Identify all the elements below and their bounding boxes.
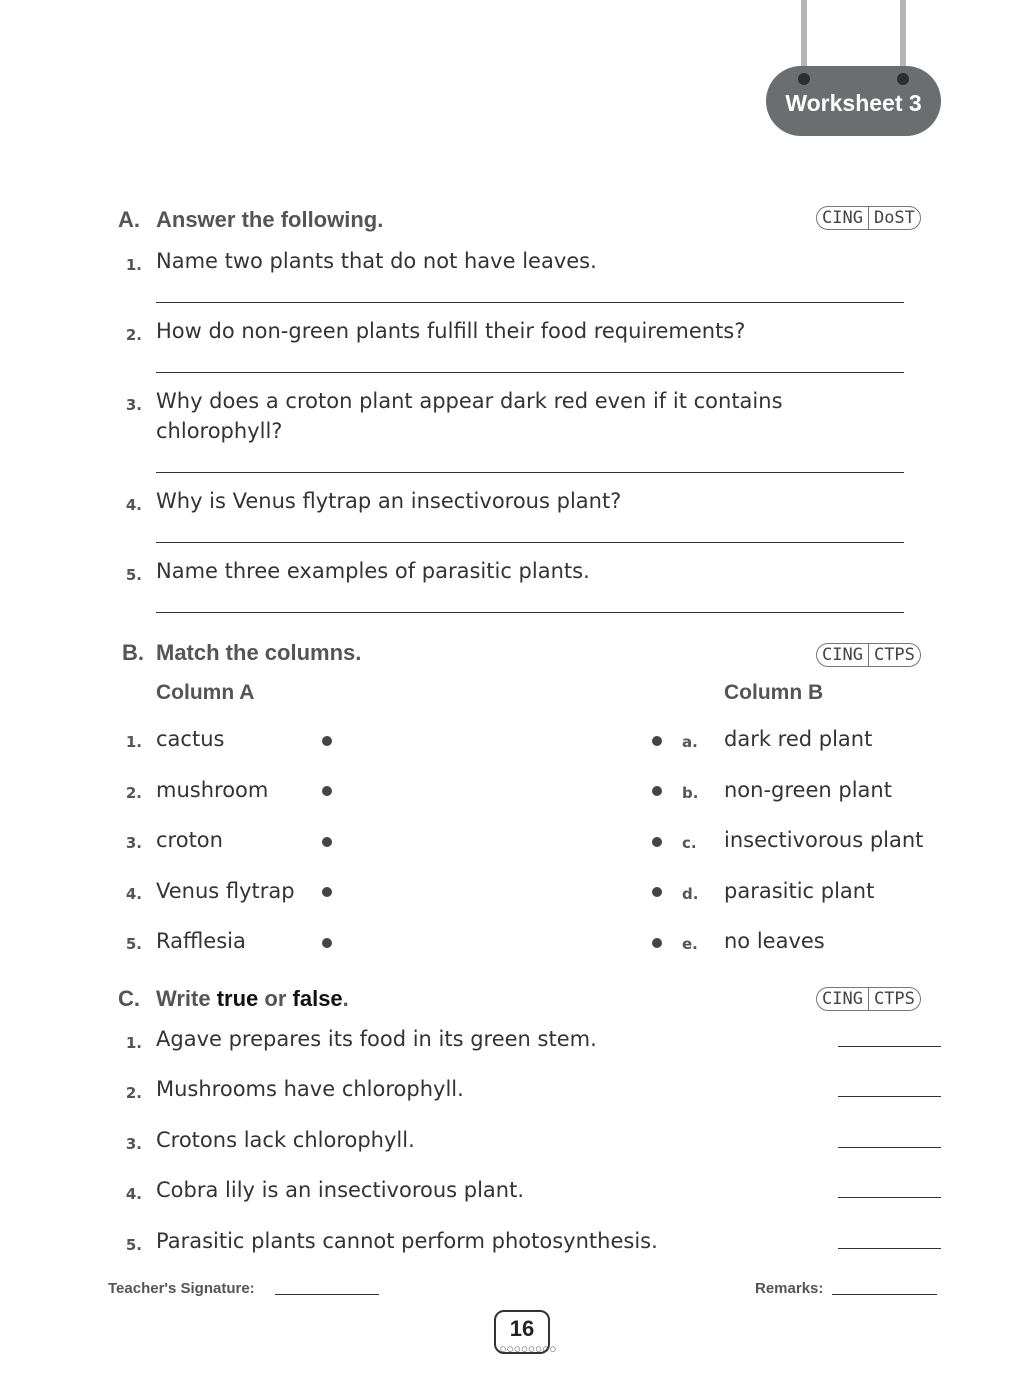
section-c-badge [816,987,921,1011]
match-number: 5. [125,935,142,953]
match-number: 4. [125,885,142,903]
column-a-item: Venus flytrap [156,879,295,903]
question-number: 4. [125,496,142,514]
column-b-item: no leaves [724,929,825,953]
match-dot-right[interactable] [652,837,662,847]
answer-line[interactable] [156,372,904,373]
match-dot-left[interactable] [322,786,332,796]
match-letter: e. [682,935,698,953]
question-number: 5. [125,566,142,584]
true-false-blank[interactable] [838,1147,941,1148]
remarks-label: Remarks: [755,1280,824,1297]
badge-cing: CING [822,208,863,228]
badge-cing: CING [822,645,863,665]
answer-line[interactable] [156,612,904,613]
teacher-signature-label: Teacher's Signature: [108,1280,255,1297]
title-or: or [258,986,293,1011]
badge-ctps: CTPS [868,988,920,1010]
statement-text: Parasitic plants cannot perform photosynthesis. [156,1229,658,1253]
badge-dost: DoST [868,207,920,229]
title-false: false [292,986,343,1011]
question-text: Name two plants that do not have leaves. [156,249,597,273]
column-a-item: cactus [156,727,225,751]
column-a-item: mushroom [156,778,269,802]
match-dot-left[interactable] [322,938,332,948]
section-b-title: Match the columns. [156,640,362,665]
column-b-item: insectivorous plant [724,828,924,852]
column-a-item: Rafflesia [156,929,246,953]
title-period: . [342,986,349,1011]
answer-line[interactable] [156,302,904,303]
page-number-decoration: ○○○○○○○○ [500,1345,557,1353]
question-text: How do non-green plants fulfill their food requirements? [156,319,746,343]
match-dot-right[interactable] [652,938,662,948]
match-number: 1. [125,733,142,751]
true-false-blank[interactable] [838,1197,941,1198]
question-number: 3. [125,396,142,414]
title-write: Write [156,986,217,1011]
statement-number: 3. [125,1135,142,1153]
section-a-letter: A. [118,207,140,232]
section-b-letter: B. [122,640,144,665]
match-dot-right[interactable] [652,736,662,746]
true-false-blank[interactable] [838,1248,941,1249]
statement-number: 1. [125,1034,142,1052]
answer-line[interactable] [156,472,904,473]
worksheet-tag-label: Worksheet 3 [785,89,922,116]
section-c-letter: C. [118,986,140,1011]
match-number: 3. [125,834,142,852]
true-false-blank[interactable] [838,1046,941,1047]
match-letter: b. [682,784,699,802]
column-b-item: non-green plant [724,778,892,802]
true-false-blank[interactable] [838,1096,941,1097]
statement-number: 4. [125,1185,142,1203]
section-b-badge [816,643,921,667]
section-c-title [156,986,349,1012]
match-dot-right[interactable] [652,786,662,796]
section-a-title: Answer the following. [156,207,384,232]
statement-text: Cobra lily is an insectivorous plant. [156,1178,525,1202]
match-letter: a. [682,733,698,751]
tag-hole-left [798,73,810,85]
page-number: 16 [509,1316,535,1341]
remarks-line[interactable] [832,1294,937,1295]
match-dot-left[interactable] [322,736,332,746]
section-a-badge [816,206,921,230]
question-number: 1. [125,256,142,274]
match-number: 2. [125,784,142,802]
column-b-item: parasitic plant [724,879,875,903]
answer-line[interactable] [156,542,904,543]
question-text: Name three examples of parasitic plants. [156,559,590,583]
column-b-item: dark red plant [724,727,873,751]
statement-number: 2. [125,1084,142,1102]
match-letter: d. [682,885,699,903]
column-b-header: Column B [724,681,824,704]
question-text: Why is Venus flytrap an insectivorous plant? [156,489,622,513]
match-dot-left[interactable] [322,837,332,847]
question-text-line2: chlorophyll? [156,419,283,443]
teacher-signature-line[interactable] [275,1294,379,1295]
worksheet-tag [766,66,941,136]
statement-text: Crotons lack chlorophyll. [156,1128,415,1152]
statement-text: Mushrooms have chlorophyll. [156,1077,464,1101]
match-dot-left[interactable] [322,887,332,897]
column-a-header: Column A [156,681,255,704]
title-true: true [216,986,259,1011]
statement-number: 5. [125,1236,142,1254]
match-dot-right[interactable] [652,887,662,897]
tag-hole-right [897,73,909,85]
question-text-line1: Why does a croton plant appear dark red even if it contains [156,389,783,413]
badge-ctps: CTPS [868,644,920,666]
question-number: 2. [125,326,142,344]
column-a-item: croton [156,828,223,852]
badge-cing: CING [822,989,863,1009]
match-letter: c. [682,834,697,852]
statement-text: Agave prepares its food in its green stem. [156,1027,597,1051]
